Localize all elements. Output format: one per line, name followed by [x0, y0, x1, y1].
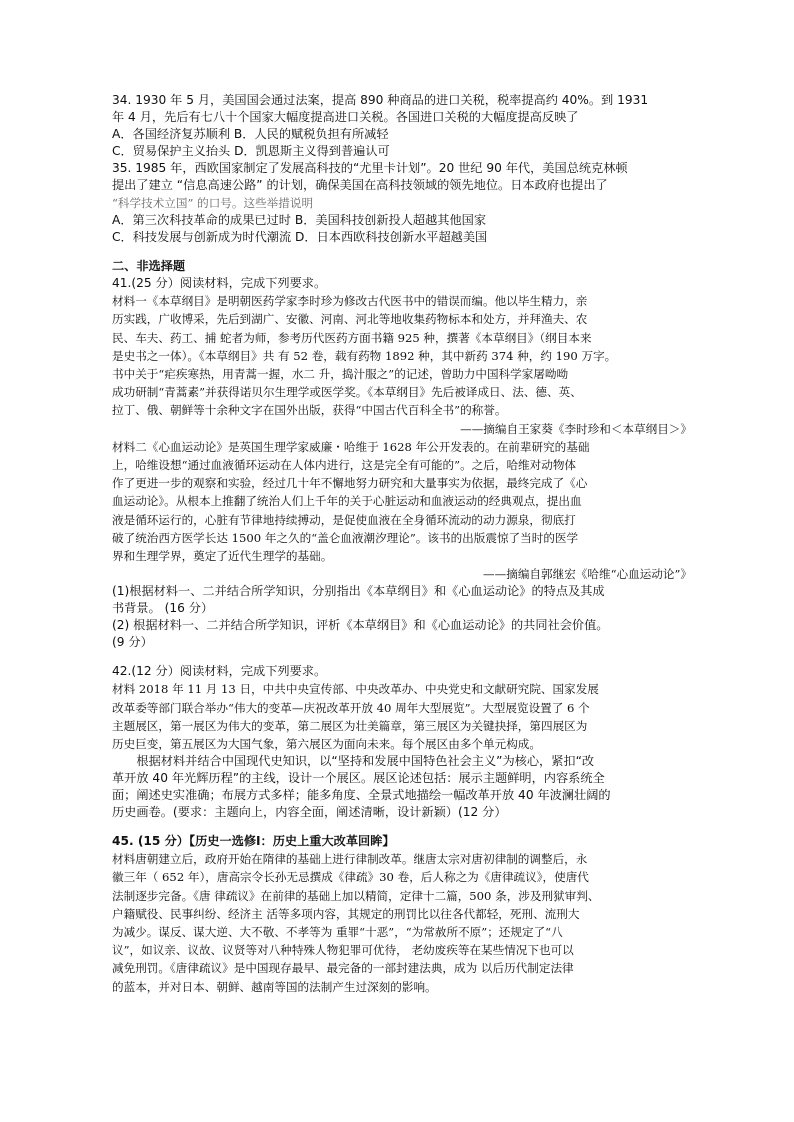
q35-stem-line-1: 35. 1985 年，西欧国家制定了发展高科技的“尤里卡计划”。20 世纪 90 年代，美国总统克林顿 — [112, 161, 628, 175]
q42-task-line: 根据材料并结合中国现代史知识，以“坚持和发展中国特色社会主义”为核心，紧扣“改 — [136, 754, 595, 769]
q42-task-line: 革开放 40 年光辉历程”的主线，设计一个展区。展区论述包括：展示主题鲜明，内容系统全 — [112, 771, 605, 786]
q41-requirement-2-line-2: (9 分） — [112, 635, 153, 650]
q41-m2-line: 血运动论》。从根本上推翻了统治人们上千年的关于心脏运动和血液运动的经典观点，提出血 — [112, 494, 582, 509]
q34-stem-line-1: 34. 1930 年 5 月，美国国会通过法案，提高 890 种商品的进口关税，税率提高约 40%。到 1931 — [112, 93, 649, 107]
question-41 — [112, 275, 692, 651]
q41-m2-line: 作了更进一步的观察和实验，经过几十年不懈地努力研究和大量事实为依据，最终完成了《心 — [112, 476, 588, 491]
question-35 — [112, 160, 692, 246]
q41-heading: 41.(25 分）阅读材料，完成下列要求。 — [112, 276, 327, 291]
q45-material-line: 徽三年（ 652 年），唐高宗令长孙无忌撰成《律疏》30 卷，后人称之为《唐律疏议》，使唐代 — [112, 870, 589, 885]
q42-material-line: 主题展区，第一展区为伟大的变革，第二展区为壮美篇章，第三展区为关键抉择，第四展区为 — [112, 718, 588, 733]
q41-m2-line: 界和生理学界，奠定了近代生理学的基础。 — [112, 549, 333, 564]
q34-options-cd: C．贸易保护主义抬头 D．凯恩斯主义得到普遍认可 — [112, 144, 390, 158]
q35-stem-line-2: 提出了建立 “信息高速公路” 的计划，确保美国在高科技领域的领先地位。日本政府也提出了 — [112, 178, 608, 192]
q41-m2-line: 上，哈维设想“通过血液循环运动在人体内进行，这是完全有可能的”。之后，哈维对动物体 — [112, 458, 577, 473]
q42-material-line: 材料 2018 年 11 月 13 日，中共中央宣传部、中央改革办、中央党史和文献研究院、国家发展 — [112, 682, 599, 697]
q42-heading: 42.(12 分）阅读材料，完成下列要求。 — [112, 664, 327, 679]
q41-requirement-2-line-1: (2) 根据材料一、二并结合所学知识，评析《本草纲目》和《心血运动论》的共同社会价值。 — [112, 618, 609, 633]
q42-task-line: 面；阐述史实准确；布展方式多样；能多角度、全景式地描绘一幅改革开放 40 年波澜壮阔的 — [112, 788, 611, 803]
q45-heading: 45. (15 分）【历史一选修Ⅰ：历史上重大改革回眸】 — [112, 834, 395, 849]
q45-material-line: 议”，如议亲、议故、议贤等对八种特殊人物犯罪可优待， 老幼废疾等在某些情况下也可以 — [112, 943, 574, 958]
q41-material-2 — [112, 438, 692, 584]
q42-task-line: 历史画卷。(要求：主题向上，内容全面，阐述清晰，设计新颖）(12 分） — [112, 805, 507, 820]
q41-m1-line: 民、车夫、药工、捕 蛇者为师，参考历代医药方面书籍 925 种，撰著《本草纲目》（纲目本来 — [112, 330, 592, 345]
question-42 — [112, 663, 692, 821]
question-45 — [112, 833, 692, 996]
q41-material-1 — [112, 292, 692, 438]
q35-stem-line-3: “科学技术立国” 的口号。这些举措说明 — [112, 196, 314, 210]
q45-material-line: 材料唐朝建立后，政府开始在隋律的基础上进行律制改革。继唐太宗对唐初律制的调整后，永 — [112, 852, 588, 867]
q35-options-cd: C．科技发展与创新成为时代潮流 D．日本西欧科技创新水平超越美国 — [112, 230, 488, 245]
exam-page — [112, 92, 692, 996]
q45-material-line: 的蓝本，并对日本、朝鲜、越南等国的法制产生过深刻的影响。 — [112, 979, 437, 994]
q41-requirement-1-line-1: (1)根据材料一、二并结合所学知识，分别指出《本草纲目》和《心血运动论》的特点及其成 — [112, 584, 605, 599]
section-title: 二、非选择题 — [112, 259, 186, 274]
q42-material-line: 改革委等部门联合举办“伟大的变革—庆祝改革开放 40 周年大型展览”。大型展览设置了 6 个 — [112, 700, 590, 715]
q41-m1-source: ——摘编自王家葵《李时珍和＜本草纲目＞》 — [460, 421, 692, 436]
q41-m2-source: ——摘编自郭继宏《哈维“心血运动论”》 — [483, 567, 692, 582]
q42-material-line: 历史巨变，第五展区为大国气象，第六展区为面向未来。每个展区由多个单元构成。 — [112, 737, 541, 752]
q41-m2-line: 液是循环运行的，心脏有节律地持续搏动，是促使血液在全身循环流动的动力源泉，彻底打 — [112, 512, 576, 527]
q41-m1-line: 成功研制“青蒿素”并获得诺贝尔生理学或医学奖。《本草纲目》先后被译成日、法、德、英、 — [112, 385, 582, 400]
question-34 — [112, 92, 692, 160]
q41-m1-line: 历实践，广收博采，先后到湖广、安徽、河南、河北等地收集药物标本和处方，并拜渔夫、农 — [112, 312, 588, 327]
q35-options-ab: A．第三次科技革命的成果已过时 B．美国科技创新投人超越其他国家 — [112, 213, 487, 228]
q45-material-line: 为减少。谋反、谋大逆、大不敬、不孝等为 重罪“十恶”，“为常赦所不原”；还规定了“八 — [112, 925, 563, 940]
q34-stem-line-2: 年 4 月，先后有七八十个国家大幅度提高进口关税。各国进口关税的大幅度提高反映了 — [112, 110, 579, 124]
q45-material-line: 法制逐步完备。《唐 律疏议》在前律的基础上加以精简，定律十二篇，500 条，涉及刑狱审判、 — [112, 888, 600, 903]
q41-m1-line: 材料一《本草纲目》是明朝医药学家李时珍为修改古代医书中的错误而编。他以毕生精力，亲 — [112, 294, 588, 309]
q41-m1-line: 是史书之一体）。《本草纲目》共 有 52 卷，载有药物 1892 种，其中新药 374 种，约 190 万字。 — [112, 348, 617, 363]
q41-m1-line: 书中关于“疟疾寒热，用青蒿一握，水二 升，捣汁服之”的记述，曾助力中国科学家屠呦呦 — [112, 367, 569, 382]
q41-m2-line: 破了统治西方医学长达 1500 年之久的“盖仑血液潮汐理论”。该书的出版震惊了当时的医学 — [112, 530, 579, 545]
q45-material-line: 减免刑罚。《唐律疏议》是中国现存最早、最完备的一部封建法典，成为 以后历代制定法律 — [112, 961, 574, 976]
q41-requirement-1-line-2: 书背景。 (16 分） — [112, 601, 214, 616]
q41-m1-line: 拉丁、俄、朝鲜等十余种文字在国外出版，获得“中国古代百科全书”的称誉。 — [112, 403, 507, 418]
q41-m2-line: 材料二《心血运动论》是英国生理学家威廉・哈维于 1628 年公开发表的。在前辈研究的基础 — [112, 439, 590, 454]
q34-options-ab: A．各国经济复苏顺利 B．人民的赋税负担有所减轻 — [112, 127, 389, 141]
q45-material-line: 户籍赋役、民事纠纷、经济主 活等多项内容，其规定的刑罚比以往各代都轻，死刑、流刑大 — [112, 906, 580, 921]
